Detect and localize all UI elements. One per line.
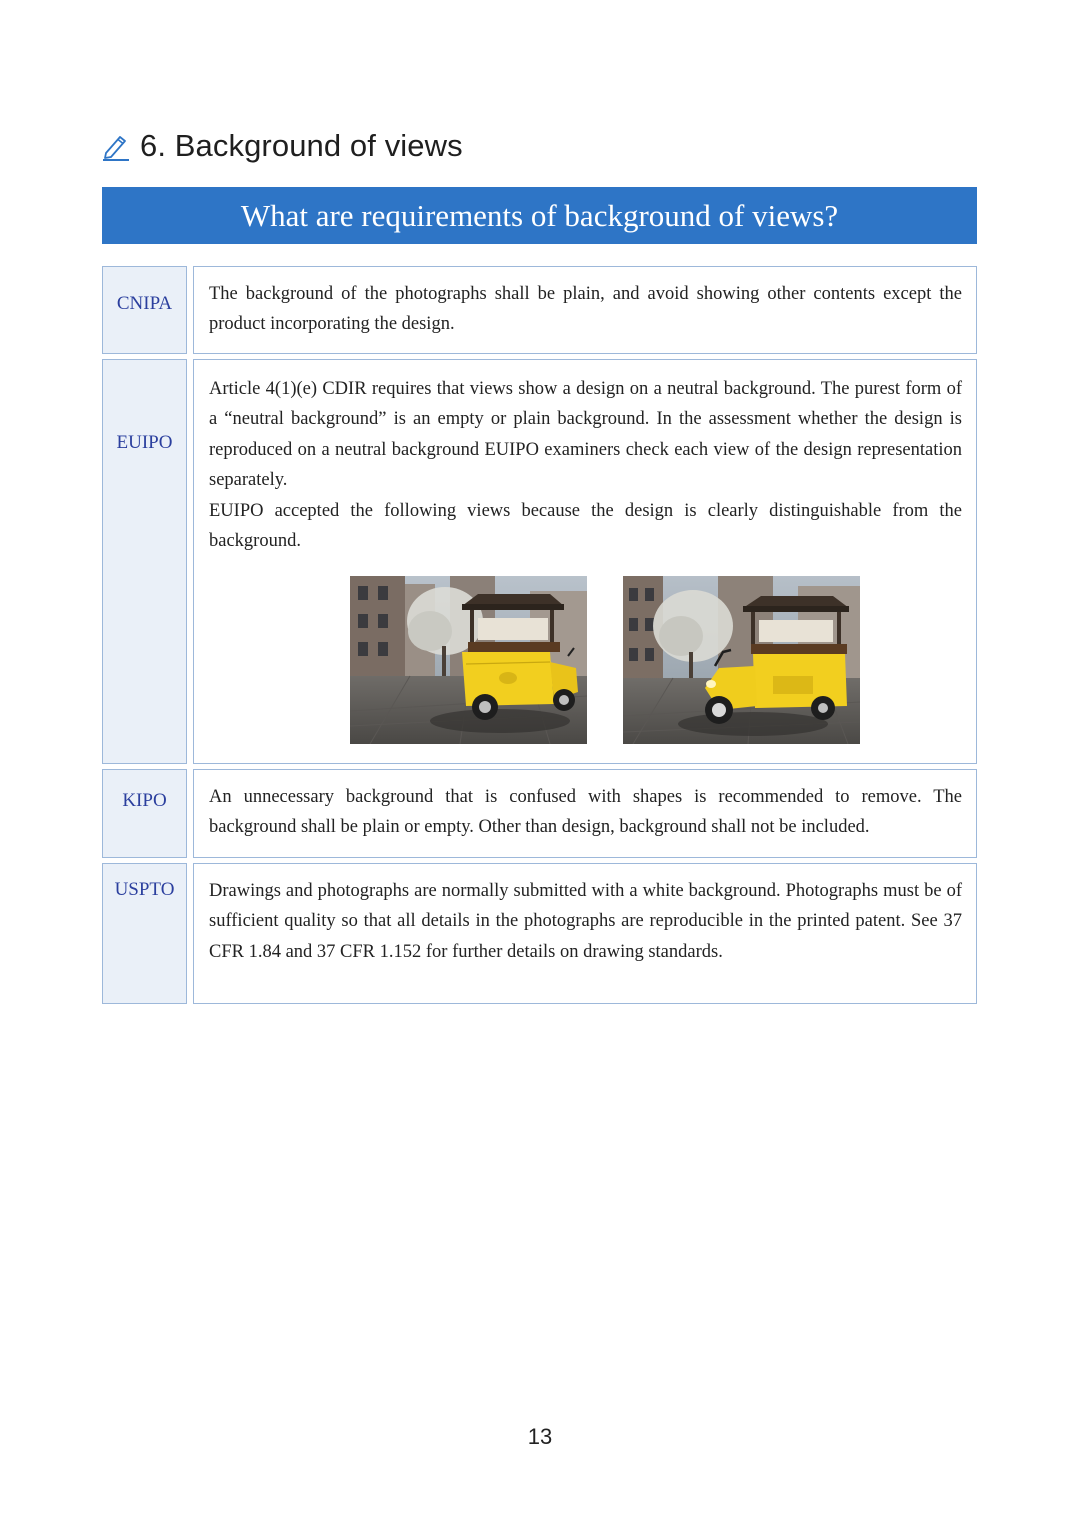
- requirement-text: EUIPO accepted the following views because the design is clearly distinguishable from the background.: [209, 500, 962, 552]
- office-label-cell: [102, 266, 187, 354]
- requirement-text: The background of the photographs shall be plain, and avoid showing other contents except the product incorporating the design.: [209, 284, 962, 335]
- requirement-text: An unnecessary background that is confused with shapes is recommended to remove. The background shall be plain or empty. Other than design, background shall not be included.: [209, 787, 962, 838]
- cart-photo-rear-view: [350, 576, 587, 744]
- office-content-cell: [193, 266, 977, 354]
- office-row-uspto: [102, 863, 977, 1004]
- page-number: 13: [527, 1424, 553, 1449]
- office-row-cnipa: [102, 266, 977, 354]
- office-label: USPTO: [114, 879, 175, 900]
- office-label-cell: [102, 863, 187, 1004]
- requirement-text: Article 4(1)(e) CDIR requires that views show a design on a neutral background. The purest form of a “neutral background” is an empty or plain background. In the assessment whether the design is reproduced on a neutral background EUIPO examiners check each view of the design representation separately.: [209, 379, 962, 491]
- section-heading: [102, 124, 463, 168]
- section-title: 6. Background of views: [140, 128, 463, 163]
- office-row-kipo: [102, 769, 977, 858]
- example-photos: [350, 576, 860, 744]
- requirement-text: Drawings and photographs are normally submitted with a white background. Photographs must be of sufficient quality so that all details in the photographs are reproducible in the printed patent. See 37 CFR 1.84 and 37 CFR 1.152 for further details on drawing standards.: [209, 881, 962, 962]
- office-label: CNIPA: [116, 293, 173, 314]
- office-label: KIPO: [122, 790, 167, 811]
- office-label-cell: [102, 769, 187, 858]
- cart-photo-front-view: [623, 576, 860, 744]
- office-row-euipo: [102, 359, 977, 764]
- office-label-cell: [102, 359, 187, 764]
- office-content-cell: [193, 769, 977, 858]
- office-label: EUIPO: [116, 432, 173, 453]
- office-content-cell: [193, 863, 977, 1004]
- pencil-icon: [102, 131, 130, 161]
- question-banner: What are requirements of background of views?: [102, 187, 977, 244]
- office-content-cell: [193, 359, 977, 764]
